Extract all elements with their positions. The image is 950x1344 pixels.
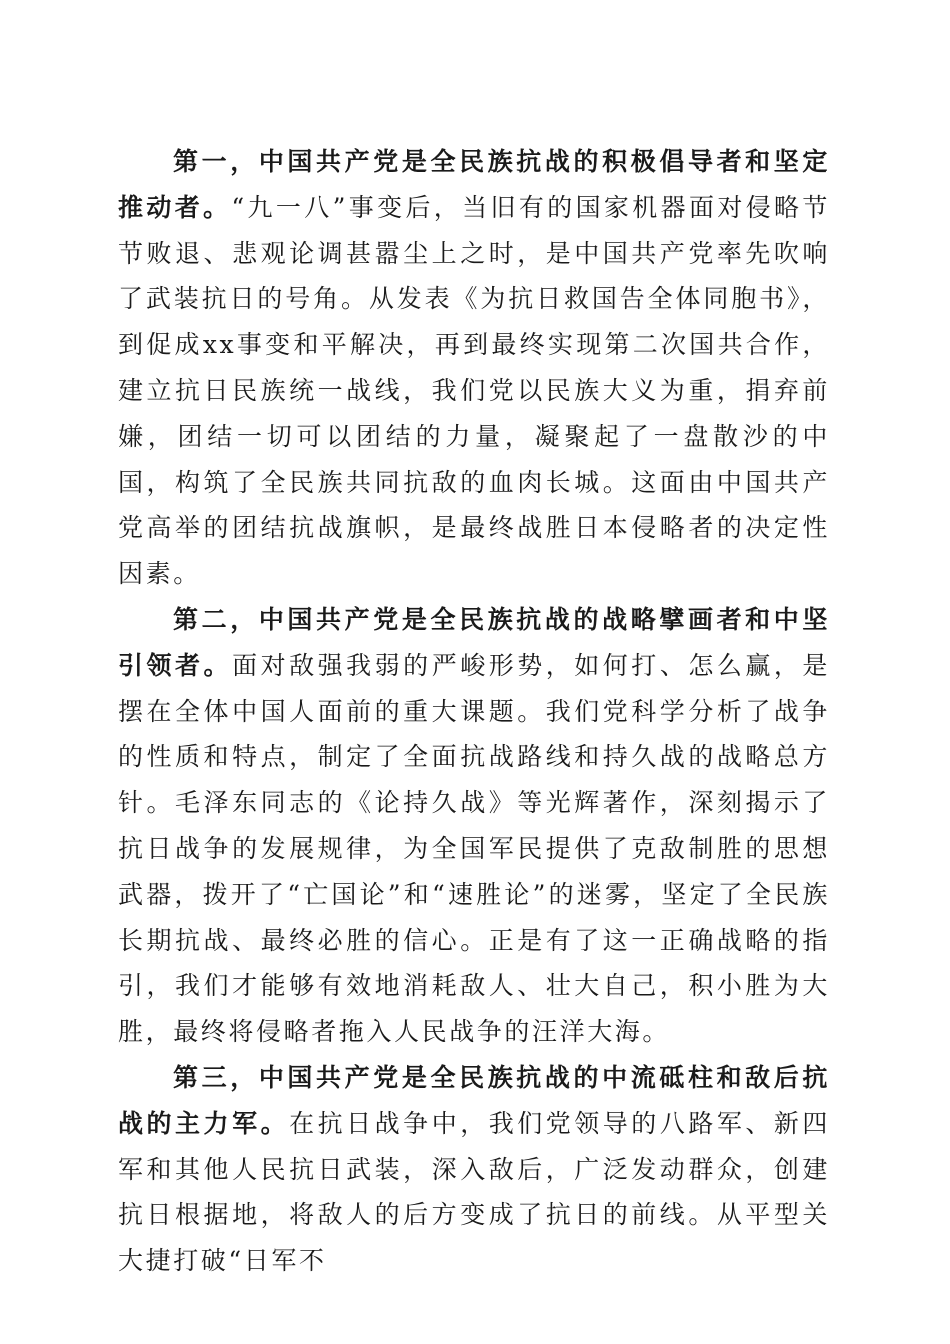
- paragraph-1-body: “九一八”事变后，当旧有的国家机器面对侵略节节败退、悲观论调甚嚣尘上之时，是中国共产党率先吹响了武装抗日的号角。从发表《为抗日救国告全体同胞书》，到促成xx事变和平解决，再到最终实现第二次国共合作，建立抗日民族统一战线，我们党以民族大义为重，捐弃前嫌，团结一切可以团结的力量，凝聚起了一盘散沙的中国，构筑了全民族共同抗敌的血肉长城。这面由中国共产党高举的团结抗战旗帜，是最终战胜日本侵略者的决定性因素。: [118, 192, 831, 589]
- document-body: [118, 139, 830, 1284]
- paragraph-1-lead: 第一，中国共产党是全民族抗战的积极倡导者和坚定推动者。: [118, 147, 830, 222]
- paragraph-3: [118, 1055, 830, 1284]
- paragraph-1: [118, 139, 830, 597]
- paragraph-2-lead: 第二，中国共产党是全民族抗战的战略擘画者和中坚引领者。: [118, 604, 830, 680]
- paragraph-3-body: 在抗日战争中，我们党领导的八路军、新四军和其他人民抗日武装，深入敌后，广泛发动群众，创建抗日根据地，将敌人的后方变成了抗日的前线。从平型关大捷打破“日军不: [118, 1108, 830, 1276]
- paragraph-2-body: 面对敌强我弱的严峻形势，如何打、怎么赢，是摆在全体中国人面前的重大课题。我们党科学分析了战争的性质和特点，制定了全面抗战路线和持久战的战略总方针。毛泽东同志的《论持久战》等光辉著作，深刻揭示了抗日战争的发展规律，为全国军民提供了克敌制胜的思想武器，拨开了“亡国论”和“速胜论”的迷雾，坚定了全民族长期抗战、最终必胜的信心。正是有了这一正确战略的指引，我们才能够有效地消耗敌人、壮大自己，积小胜为大胜，最终将侵略者拖入人民战争的汪洋大海。: [118, 650, 831, 1047]
- paragraph-2: [118, 597, 830, 1055]
- paragraph-3-lead: 第三，中国共产党是全民族抗战的中流砥柱和敌后抗战的主力军。: [118, 1062, 830, 1138]
